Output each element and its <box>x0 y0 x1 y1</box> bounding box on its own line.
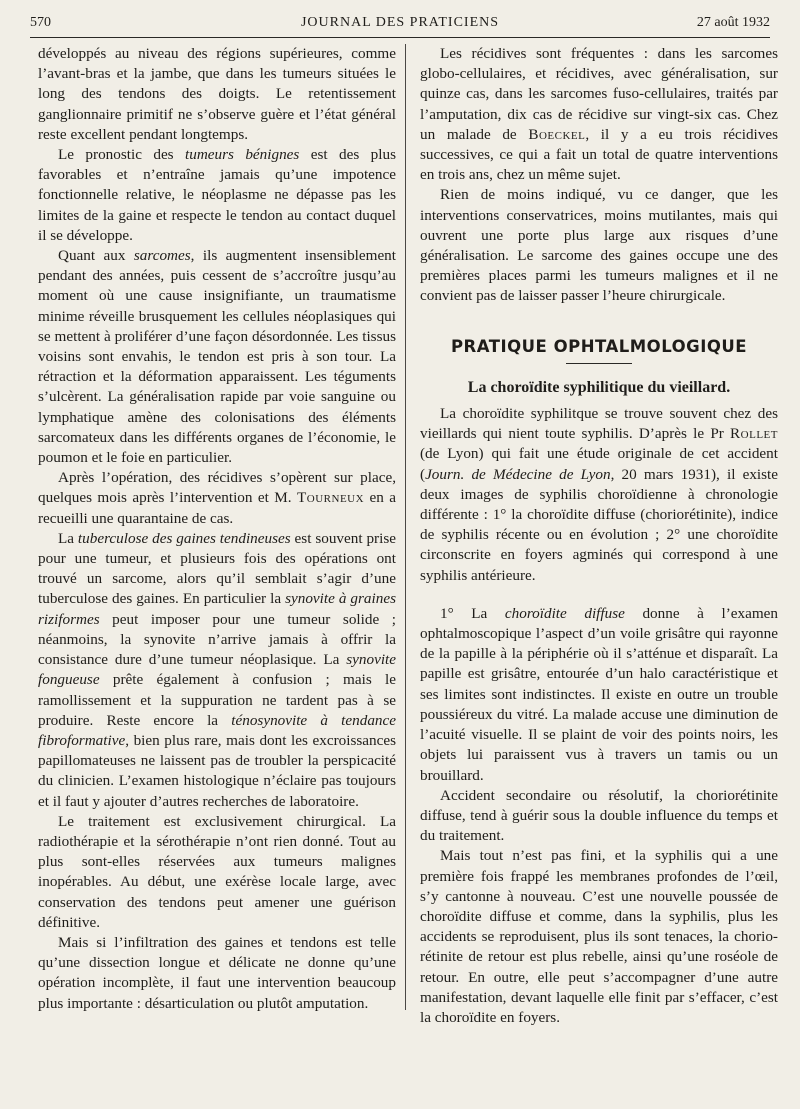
paragraph: Mais tout n’est pas fini, et la syphilis qui a une première fois frappé les membranes profondes de l’œil, s’y cantonne à nouveau. C’est une nouvelle poussée de choroïdite diffuse et comme, dans la syphilis, plus les accidents se reproduisent, plus ils sont tenaces, la chorio-rétinite de retour est plus rebelle, ainsi qu’une roséole de retour. En outre, elle peut s’accompagner d’une autre manifestation, devant laquelle elle finit par s’effacer, c’est la choroïdite en foyers. <box>420 847 778 1026</box>
paragraph: développés au niveau des régions supérieures, comme l’avant-bras et la jambe, que dans les tumeurs situées le long des tendons des doigts. Le retentissement ganglionnaire primitif ne s’observe guère et l’état général reste excellent pendant longtemps. <box>38 45 396 143</box>
right-column <box>420 44 778 1028</box>
issue-date: 27 août 1932 <box>696 15 770 30</box>
paragraph: Le traitement est exclusivement chirurgical. La radiothérapie et la sérothérapie n’ont rien donné. Tout au plus sont-elles réservées aux tumeurs malignes inopérables. Au début, une exérèse locale large, avec conservation des tendons peut amener une guérison définitive. <box>38 812 396 931</box>
column-divider <box>405 44 406 1010</box>
paragraph: Rien de moins indiqué, vu ce danger, que les interventions conservatrices, moins mutilantes, mais qui ouvrent une porte plus large aux risques d’une généralisation. Le sarcome des gaines occupe une des premières places parmi les tumeurs malignes et il ne convient pas de laisser passer l’heure chirurgicale. <box>420 186 778 305</box>
paragraph: La choroïdite syphilitque se trouve souvent chez des vieillards qui nient toute syphilis. D’après le Pr Rollet (de Lyon) qui fait une étude originale de cet accident (Journ. de Médecine de Lyon, 20 mars 1931), il existe deux images de syphilis choroïdienne à chronologie différente : 1° la choroïdite diffuse (choriorétinite), indice de syphilis récente ou en évolution ; 2° une choroïdite circonscrite en foyers agminés qui correspond à une syphilis antérieure. <box>420 405 779 584</box>
journal-title: JOURNAL DES PRATICIENS <box>300 15 500 30</box>
paragraph: 1° La choroïdite diffuse donne à l’examen ophtalmoscopique l’aspect d’un voile grisâtre qui rayonne de la papille à la périphérie où il s’atténue et disparaît. La papille est grisâtre, entourée d’un halo caractéristique et ses limites sont indistinctes. Il existe en outre un trouble poussiéreux du vitré. La malade accuse une diminution de l’acuité visuelle. Il se plaint de voir des points noirs, les objets lui paraissent vus à travers un tamis ou un brouillard. <box>420 604 779 784</box>
paragraph: Les récidives sont fréquentes : dans les sarcomes globo-cellulaires, et récidives, avec généralisation, sur quinze cas, dans les sarcomes fuso-cellulaires, traités par l’amputation, dix cas de récidive sur vingt-six cas. Chez un malade de Boeckel, il y a eu trois récidives successives, ce qui a fait un total de quatre interventions en trois ans, chez un même sujet. <box>420 45 778 184</box>
paragraph: Quant aux sarcomes, ils augmentent insensiblement pendant des années, puis cessent de s’accroître jusqu’au moment où une cause insignifiante, un traumatisme minime réveille brusquement les cellules néoplasiques qui se mettent à proliférer d’une façon désordonnée. Les tissus voisins sont envahis, le tendon est pris à son tour. La rétraction et la déformation apparaissent. Les téguments s’ulcèrent. La généralisation rapide par voie sanguine ou lymphatique amène des colonisations des éléments sarcomateux dans les différents organes de l’économie, le poumon et le foie en particulier. <box>38 247 396 467</box>
paragraph: Après l’opération, des récidives s’opèrent sur place, quelques mois après l’intervention et M. Tourneux en a recueilli une quarantaine de cas. <box>38 469 396 527</box>
page-number: 570 <box>30 15 51 30</box>
paragraph-gap <box>420 586 778 604</box>
paragraph: Le pronostic des tumeurs bénignes est des plus favorables et n’entraîne jamais qu’une impotence fonctionnelle relative, le néoplasme ne dépasse pas les limites de la gaine et respecte le tendon au contact duquel il se développe. <box>38 146 396 244</box>
article-title: La choroïdite syphilitique du vieillard. <box>467 378 731 396</box>
section-title: PRATIQUE OPHTALMOLOGIQUE <box>450 336 748 356</box>
paragraph: La tuberculose des gaines tendineuses est souvent prise pour une tumeur, et plusieurs fois des opérations ont trouvé un sarcome, alors qu’il semblait s’agir d’une tuberculose des gaines. En particulier la synovite à graines riziformes peut imposer pour une tumeur solide ; néanmoins, la synovite n’arrive jamais à offrir la consistance dure d’une tumeur néoplasique. La synovite fongueuse prête également à confusion ; mais le ramollissement et la suppuration ne tardent pas à se produire. Reste encore la ténosynovite à tendance fibroformative, bien plus rare, mais dont les excroissances papillomateuses ne laissent pas de troubler la perspicacité du clinicien. L’examen histologique n’éclaire pas toujours et il faut y ajouter d’autres recherches de laboratoire. <box>38 529 397 810</box>
paragraph: Accident secondaire ou résolutif, la choriorétinite diffuse, tend à guérir sous la double influence du temps et du traitement. <box>420 786 778 845</box>
running-header <box>30 15 770 35</box>
section-rule <box>566 363 632 364</box>
paragraph: Mais si l’infiltration des gaines et tendons est telle qu’une dissection longue et délicate ne donne qu’une opération incomplète, il faut une intervention beaucoup plus importante : désarticulation ou plutôt amputation. <box>38 933 396 1012</box>
left-column <box>38 44 396 1014</box>
header-rule <box>30 37 770 38</box>
